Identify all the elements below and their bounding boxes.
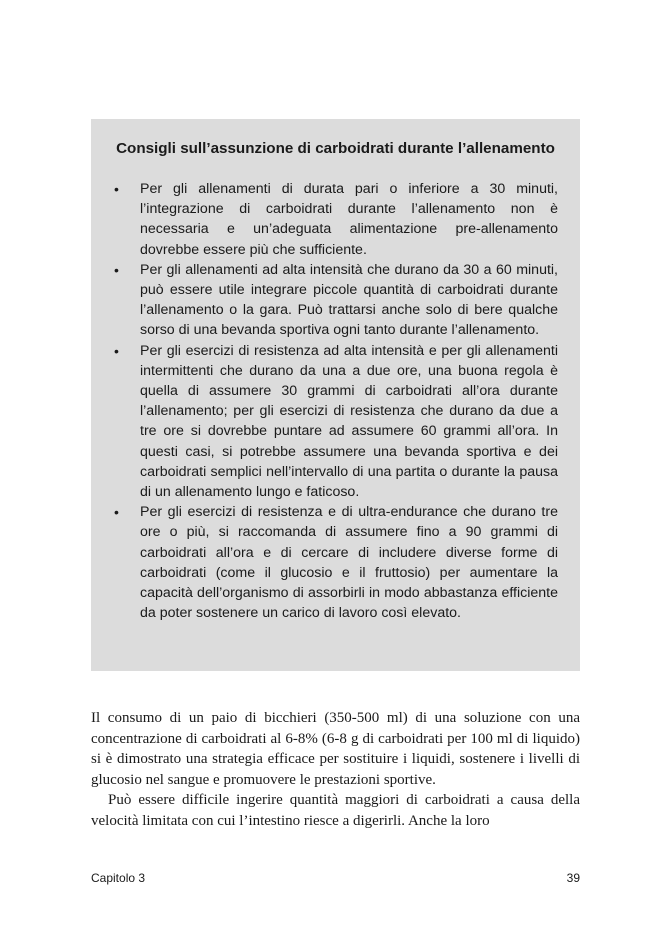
list-item bbox=[113, 502, 558, 623]
carbohydrate-tips-box bbox=[91, 119, 580, 671]
page-footer bbox=[91, 870, 580, 886]
bullet-icon: • bbox=[114, 504, 119, 521]
list-item-text: Per gli allenamenti di durata pari o inferiore a 30 minuti, l’integrazione di carboidrati durante l’allenamento non è necessaria e un’adeguata alimentazione pre-allenamento dovrebbe essere più che sufficiente. bbox=[140, 181, 558, 258]
bullet-icon: • bbox=[114, 342, 119, 359]
bullet-icon: • bbox=[114, 181, 119, 197]
list-item-text: Per gli esercizi di resistenza e di ultra-endurance che durano tre ore o più, si raccomanda di assumere fino a 90 grammi di carboidrati all’ora e di cercare di includere diverse forme di carboidrati (come il glucosio e il fruttosio) per aumentare la capacità dell’organismo di assorbirli in modo abbastanza efficiente da poter sostenere un carico di lavoro così elevato. bbox=[140, 504, 558, 622]
box-title: Consigli sull’assunzione di carboidrati durante l’allenamento bbox=[116, 140, 555, 157]
body-paragraph: Può essere difficile ingerire quantità maggiori di carboidrati a causa della velocità limitata con cui l’intestino riesce a digerirli. Anche la loro bbox=[91, 792, 580, 829]
body-text bbox=[91, 708, 580, 831]
list-item bbox=[113, 341, 558, 503]
body-paragraph: Il consumo di un paio di bicchieri (350-500 ml) di una soluzione con una concentrazione di carboidrati al 6-8% (6-8 g di carboidrati per 100 ml di liquido) si è dimostrato una strategia efficace per sostituire i liquidi, sostenere i livelli di glucosio nel sangue e promuovere le prestazioni sportive. bbox=[91, 710, 580, 788]
bullet-icon: • bbox=[114, 261, 119, 278]
tips-list bbox=[113, 179, 558, 623]
chapter-label: Capitolo 3 bbox=[91, 871, 146, 885]
page-number: 39 bbox=[566, 871, 580, 885]
list-item-text: Per gli esercizi di resistenza ad alta intensità e per gli allenamenti intermittenti che durano da una a due ore, una buona regola è quella di assumere 30 grammi di carboidrati all’ora durante l’allenamento; per gli esercizi di resistenza che durano da due a tre ore si dovrebbe puntare ad assumere 60 grammi all’ora. In questi casi, si potrebbe assumere una bevanda sportiva e dei carboidrati semplici nell’intervallo di una partita o durante la pausa di un allenamento lungo e faticoso. bbox=[140, 342, 558, 501]
list-item-text: Per gli allenamenti ad alta intensità che durano da 30 a 60 minuti, può essere utile integrare piccole quantità di carboidrati durante l’allenamento o la gara. Può trattarsi anche solo di bere qualche sorso di una bevanda sportiva ogni tanto durante l’allenamento. bbox=[140, 261, 558, 339]
list-item bbox=[113, 179, 558, 260]
list-item bbox=[113, 260, 558, 341]
